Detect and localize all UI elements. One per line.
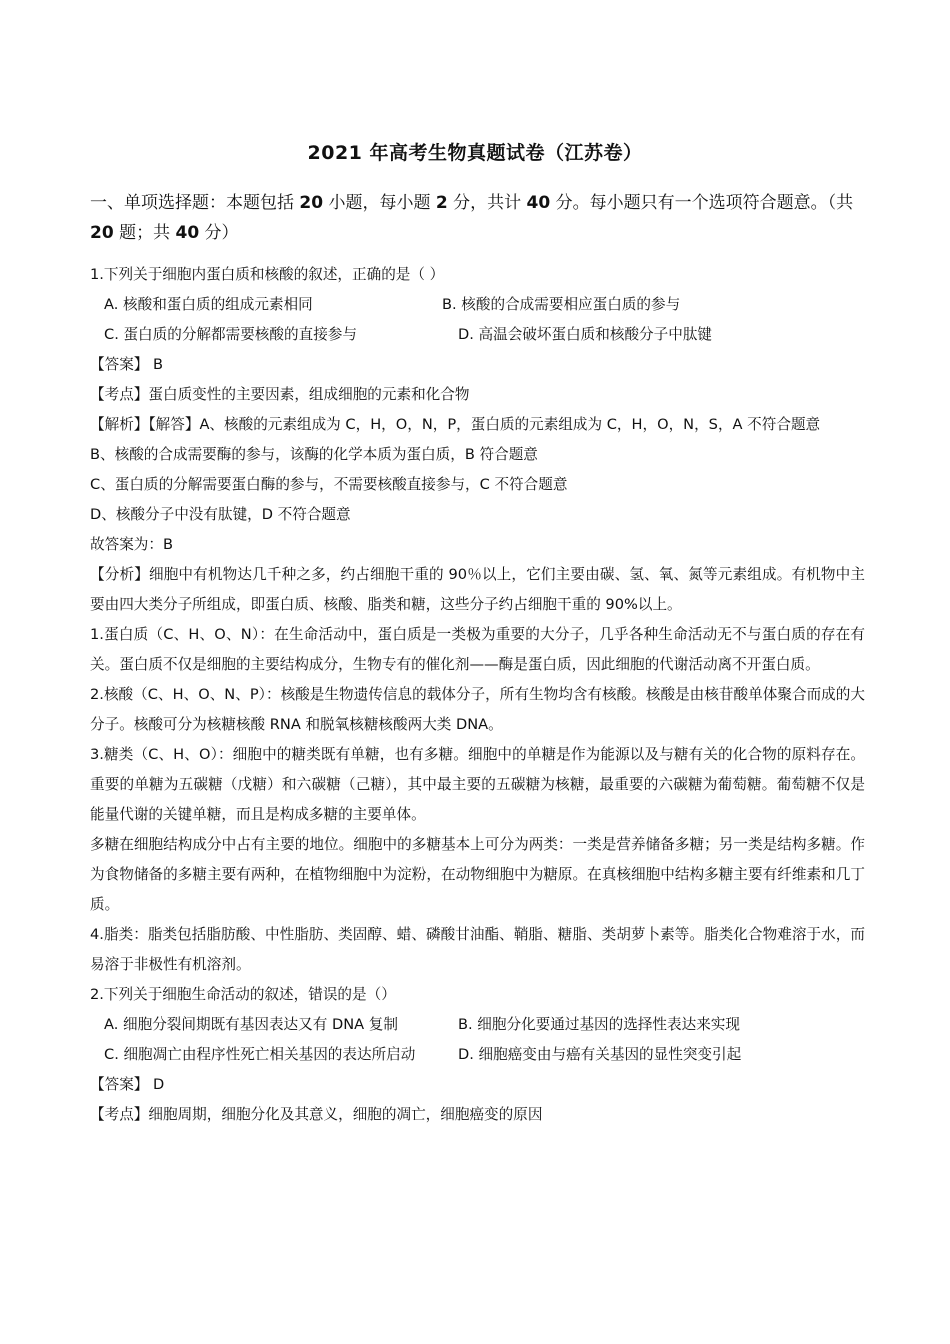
paragraph-sugar: 3.糖类（C、H、O）：细胞中的糖类既有单糖，也有多糖。细胞中的单糖是作为能源以及与糖有关的化合物的原料存在。重要的单糖为五碳糖（戊糖）和六碳糖（己糖），其中最主要的五碳糖为核糖，最重要的六碳糖为葡萄糖。葡萄糖不仅是能量代谢的关键单糖，而且是构成多糖的主要单体。: [90, 746, 865, 823]
option-c: C. 细胞凋亡由程序性死亡相关基因的表达所启动: [104, 1046, 416, 1063]
option-a: A. 细胞分裂间期既有基因表达又有 DNA 复制: [104, 1016, 398, 1033]
section-text: 小题，每小题: [323, 193, 436, 213]
fenxi: 【分析】细胞中有机物达几千种之多，约占细胞干重的 90％以上，它们主要由碳、氢、氧、氮等元素组成。有机物中主要由四大类分子所组成，即蛋白质、核酸、脂类和糖，这些分子约占细胞干重的 90%以上。: [90, 566, 865, 613]
question-1-options-row-2: [90, 320, 865, 350]
paragraph-nucleic-acid: 2.核酸（C、H、O、N、P）：核酸是生物遗传信息的载体分子，所有生物均含有核酸。核酸是由核苷酸单体聚合而成的大分子。核酸可分为核糖核酸 RNA 和脱氧核糖核酸两大类 DNA。: [90, 686, 865, 733]
section-text: 一、单项选择题：本题包括: [90, 193, 300, 213]
section-number: 20: [299, 193, 324, 213]
document-body: [90, 260, 865, 1130]
section-text: 分，共计: [447, 193, 527, 213]
section-text: 分。每小题只有一个选项符合题意。（共: [550, 193, 854, 213]
answer: 【答案】 B: [90, 356, 164, 373]
explanation-b: B、核酸的合成需要酶的参与，该酶的化学本质为蛋白质，B 符合题意: [90, 446, 538, 463]
paragraph-polysaccharide: 多糖在细胞结构成分中占有主要的地位。细胞中的多糖基本上可分为两类：一类是营养储备多糖；另一类是结构多糖。作为食物储备的多糖主要有两种，在植物细胞中为淀粉，在动物细胞中为糖原。在真核细胞中结构多糖主要有纤维素和几丁质。: [90, 836, 865, 913]
option-d: D. 高温会破坏蛋白质和核酸分子中肽键: [458, 326, 713, 343]
section-number: 2: [435, 193, 448, 213]
paragraph-protein: 1.蛋白质（C、H、O、N）：在生命活动中，蛋白质是一类极为重要的大分子，几乎各种生命活动无不与蛋白质的存在有关。蛋白质不仅是细胞的主要结构成分，生物专有的催化剂——酶是蛋白质，因此细胞的代谢活动离不开蛋白质。: [90, 626, 865, 673]
question-2-stem: 2.下列关于细胞生命活动的叙述，错误的是（）: [90, 986, 396, 1003]
question-2-options-row-1: [90, 1010, 865, 1040]
kaodian: 【考点】蛋白质变性的主要因素，组成细胞的元素和化合物: [90, 386, 470, 403]
explanation-d: D、核酸分子中没有肽键，D 不符合题意: [90, 506, 351, 523]
conclusion: 故答案为：B: [90, 536, 173, 553]
section-number: 40: [175, 223, 200, 243]
section-text: 分）: [199, 223, 239, 243]
jiexi: 【解析】【解答】A、核酸的元素组成为 C，H，O，N，P，蛋白质的元素组成为 C，H，O，N，S，A 不符合题意: [90, 416, 821, 433]
question-1-options-row-1: [90, 290, 865, 320]
paragraph-lipid: 4.脂类：脂类包括脂肪酸、中性脂肪、类固醇、蜡、磷酸甘油酯、鞘脂、糖脂、类胡萝卜素等。脂类化合物难溶于水，而易溶于非极性有机溶剂。: [90, 926, 865, 973]
kaodian: 【考点】细胞周期，细胞分化及其意义，细胞的凋亡，细胞癌变的原因: [90, 1106, 543, 1123]
section-heading: [90, 188, 865, 248]
section-text: 题；共: [113, 223, 176, 243]
option-d: D. 细胞癌变由与癌有关基因的显性突变引起: [458, 1046, 742, 1063]
option-a: A. 核酸和蛋白质的组成元素相同: [104, 296, 313, 313]
section-number: 20: [90, 223, 114, 243]
question-1-stem: 1.下列关于细胞内蛋白质和核酸的叙述，正确的是（ ）: [90, 266, 445, 283]
question-2-options-row-2: [90, 1040, 865, 1070]
option-b: B. 细胞分化要通过基因的选择性表达来实现: [458, 1016, 740, 1033]
explanation-c: C、蛋白质的分解需要蛋白酶的参与，不需要核酸直接参与，C 不符合题意: [90, 476, 568, 493]
option-b: B. 核酸的合成需要相应蛋白质的参与: [442, 296, 681, 313]
option-c: C. 蛋白质的分解都需要核酸的直接参与: [104, 326, 357, 343]
section-number: 40: [526, 193, 551, 213]
page-title: 2021 年高考生物真题试卷（江苏卷）: [307, 142, 643, 164]
answer: 【答案】 D: [90, 1076, 165, 1093]
